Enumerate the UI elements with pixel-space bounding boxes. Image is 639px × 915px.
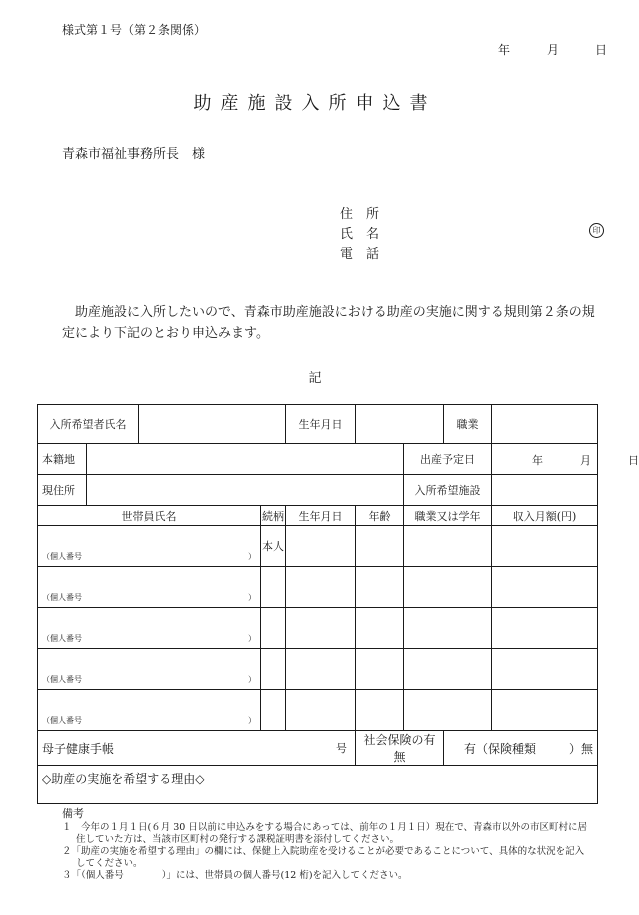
- member-income-field[interactable]: [492, 649, 598, 690]
- personal-number-open: （個人番号: [42, 633, 82, 643]
- boshi-techo-number-field[interactable]: [139, 731, 356, 766]
- age-header: 年齢: [356, 506, 404, 526]
- income-header: 収入月額(円): [492, 506, 598, 526]
- insurance-yes: 有（保険種類: [464, 741, 537, 756]
- member-income-field[interactable]: [492, 608, 598, 649]
- member-age-field[interactable]: [356, 690, 404, 731]
- honnin-label: 本人: [261, 526, 286, 567]
- member-job-field[interactable]: [404, 649, 492, 690]
- member-relation-field[interactable]: [261, 690, 286, 731]
- applicant-phone-label: 電 話: [340, 247, 380, 262]
- due-date-field[interactable]: [492, 444, 639, 475]
- applicant-name-field[interactable]: [139, 405, 286, 444]
- notes-title: 備考: [62, 807, 84, 820]
- insurance-no: ）無: [568, 741, 593, 756]
- date-month: 月: [547, 43, 560, 57]
- occupation-field[interactable]: [492, 405, 598, 444]
- due-month: 月: [580, 454, 591, 467]
- member-birth-field[interactable]: [286, 649, 356, 690]
- member-job-field[interactable]: [404, 690, 492, 731]
- boshi-techo-label: 母子健康手帳: [38, 731, 139, 766]
- member-relation-field[interactable]: [261, 649, 286, 690]
- member-birth-field[interactable]: [286, 526, 356, 567]
- desired-facility-field[interactable]: [492, 475, 598, 506]
- member-relation-field[interactable]: [261, 567, 286, 608]
- household-name-header: 世帯員氏名: [38, 506, 261, 526]
- personal-number-close: ）: [248, 592, 256, 602]
- member-income-field[interactable]: [492, 526, 598, 567]
- household-row: [38, 567, 598, 608]
- date-year: 年: [498, 43, 511, 57]
- member-job-field[interactable]: [404, 567, 492, 608]
- household-row: [38, 690, 598, 731]
- honseki-label: 本籍地: [38, 444, 87, 475]
- application-table: [37, 404, 639, 804]
- addressee: 青森市福祉事務所長 様: [62, 147, 206, 162]
- household-row: [38, 608, 598, 649]
- member-age-field[interactable]: [356, 526, 404, 567]
- personal-number-close: ）: [248, 633, 256, 643]
- birth-header: 生年月日: [286, 506, 356, 526]
- ki-heading: 記: [308, 371, 322, 386]
- date-day: 日: [595, 43, 608, 57]
- note-item: １ 今年の１月１日(６月 30 日以前に申込みをする場合にあっては、前年の１月１日）現在で、青森市以外の市区町村に居住していた方は、当該市区町村の発行する課税証明書を添付してください。: [62, 822, 588, 845]
- member-birth-field[interactable]: [286, 690, 356, 731]
- applicant-name-label: 氏 名: [340, 227, 380, 242]
- personal-number-close: ）: [248, 674, 256, 684]
- personal-number-open: （個人番号: [42, 592, 82, 602]
- insurance-type-field[interactable]: [444, 731, 598, 766]
- personal-number-open: （個人番号: [42, 674, 82, 684]
- member-age-field[interactable]: [356, 567, 404, 608]
- current-address-field[interactable]: [87, 475, 404, 506]
- personal-number-close: ）: [248, 551, 256, 561]
- application-statement: 助産施設に入所したいので、青森市助産施設における助産の実施に関する規則第２条の規定により下記のとおり申込みます。: [62, 305, 595, 341]
- household-row: [38, 526, 598, 567]
- occupation-label: 職業: [444, 405, 492, 444]
- personal-number-open: （個人番号: [42, 551, 82, 561]
- due-date-label: 出産予定日: [404, 444, 492, 475]
- member-income-field[interactable]: [492, 567, 598, 608]
- applicant-name-label: 入所希望者氏名: [38, 405, 139, 444]
- note-item: ２「助産の実施を希望する理由」の欄には、保健上入院助産を受けることが必要であることについて、具体的な状況を記入してください。: [62, 846, 585, 869]
- page-title: 助産施設入所申込書: [193, 93, 437, 114]
- reason-field[interactable]: [38, 766, 598, 804]
- notes: [62, 822, 592, 882]
- seal-mark: 印: [589, 223, 604, 238]
- member-job-field[interactable]: [404, 526, 492, 567]
- member-income-field[interactable]: [492, 690, 598, 731]
- desired-facility-label: 入所希望施設: [404, 475, 492, 506]
- due-day: 日: [628, 454, 639, 467]
- member-birth-field[interactable]: [286, 567, 356, 608]
- relation-header: 続柄: [261, 506, 286, 526]
- birth-date-label: 生年月日: [286, 405, 356, 444]
- go-label: 号: [336, 742, 347, 755]
- household-row: [38, 649, 598, 690]
- member-age-field[interactable]: [356, 608, 404, 649]
- personal-number-open: （個人番号: [42, 715, 82, 725]
- member-relation-field[interactable]: [261, 608, 286, 649]
- applicant-address-label: 住 所: [340, 207, 380, 222]
- form-number: 様式第１号（第２条関係）: [62, 23, 207, 37]
- member-age-field[interactable]: [356, 649, 404, 690]
- note-item: ３「（個人番号 ）」には、世帯員の個人番号(12 桁)を記入してください。: [62, 870, 408, 881]
- member-job-field[interactable]: [404, 608, 492, 649]
- current-address-label: 現住所: [38, 475, 87, 506]
- due-year: 年: [532, 454, 543, 467]
- social-insurance-label: 社会保険の有無: [356, 731, 444, 766]
- birth-date-field[interactable]: [356, 405, 444, 444]
- reason-label: ◇助産の実施を希望する理由◇: [42, 772, 205, 786]
- job-header: 職業又は学年: [404, 506, 492, 526]
- member-birth-field[interactable]: [286, 608, 356, 649]
- personal-number-close: ）: [248, 715, 256, 725]
- honseki-field[interactable]: [87, 444, 404, 475]
